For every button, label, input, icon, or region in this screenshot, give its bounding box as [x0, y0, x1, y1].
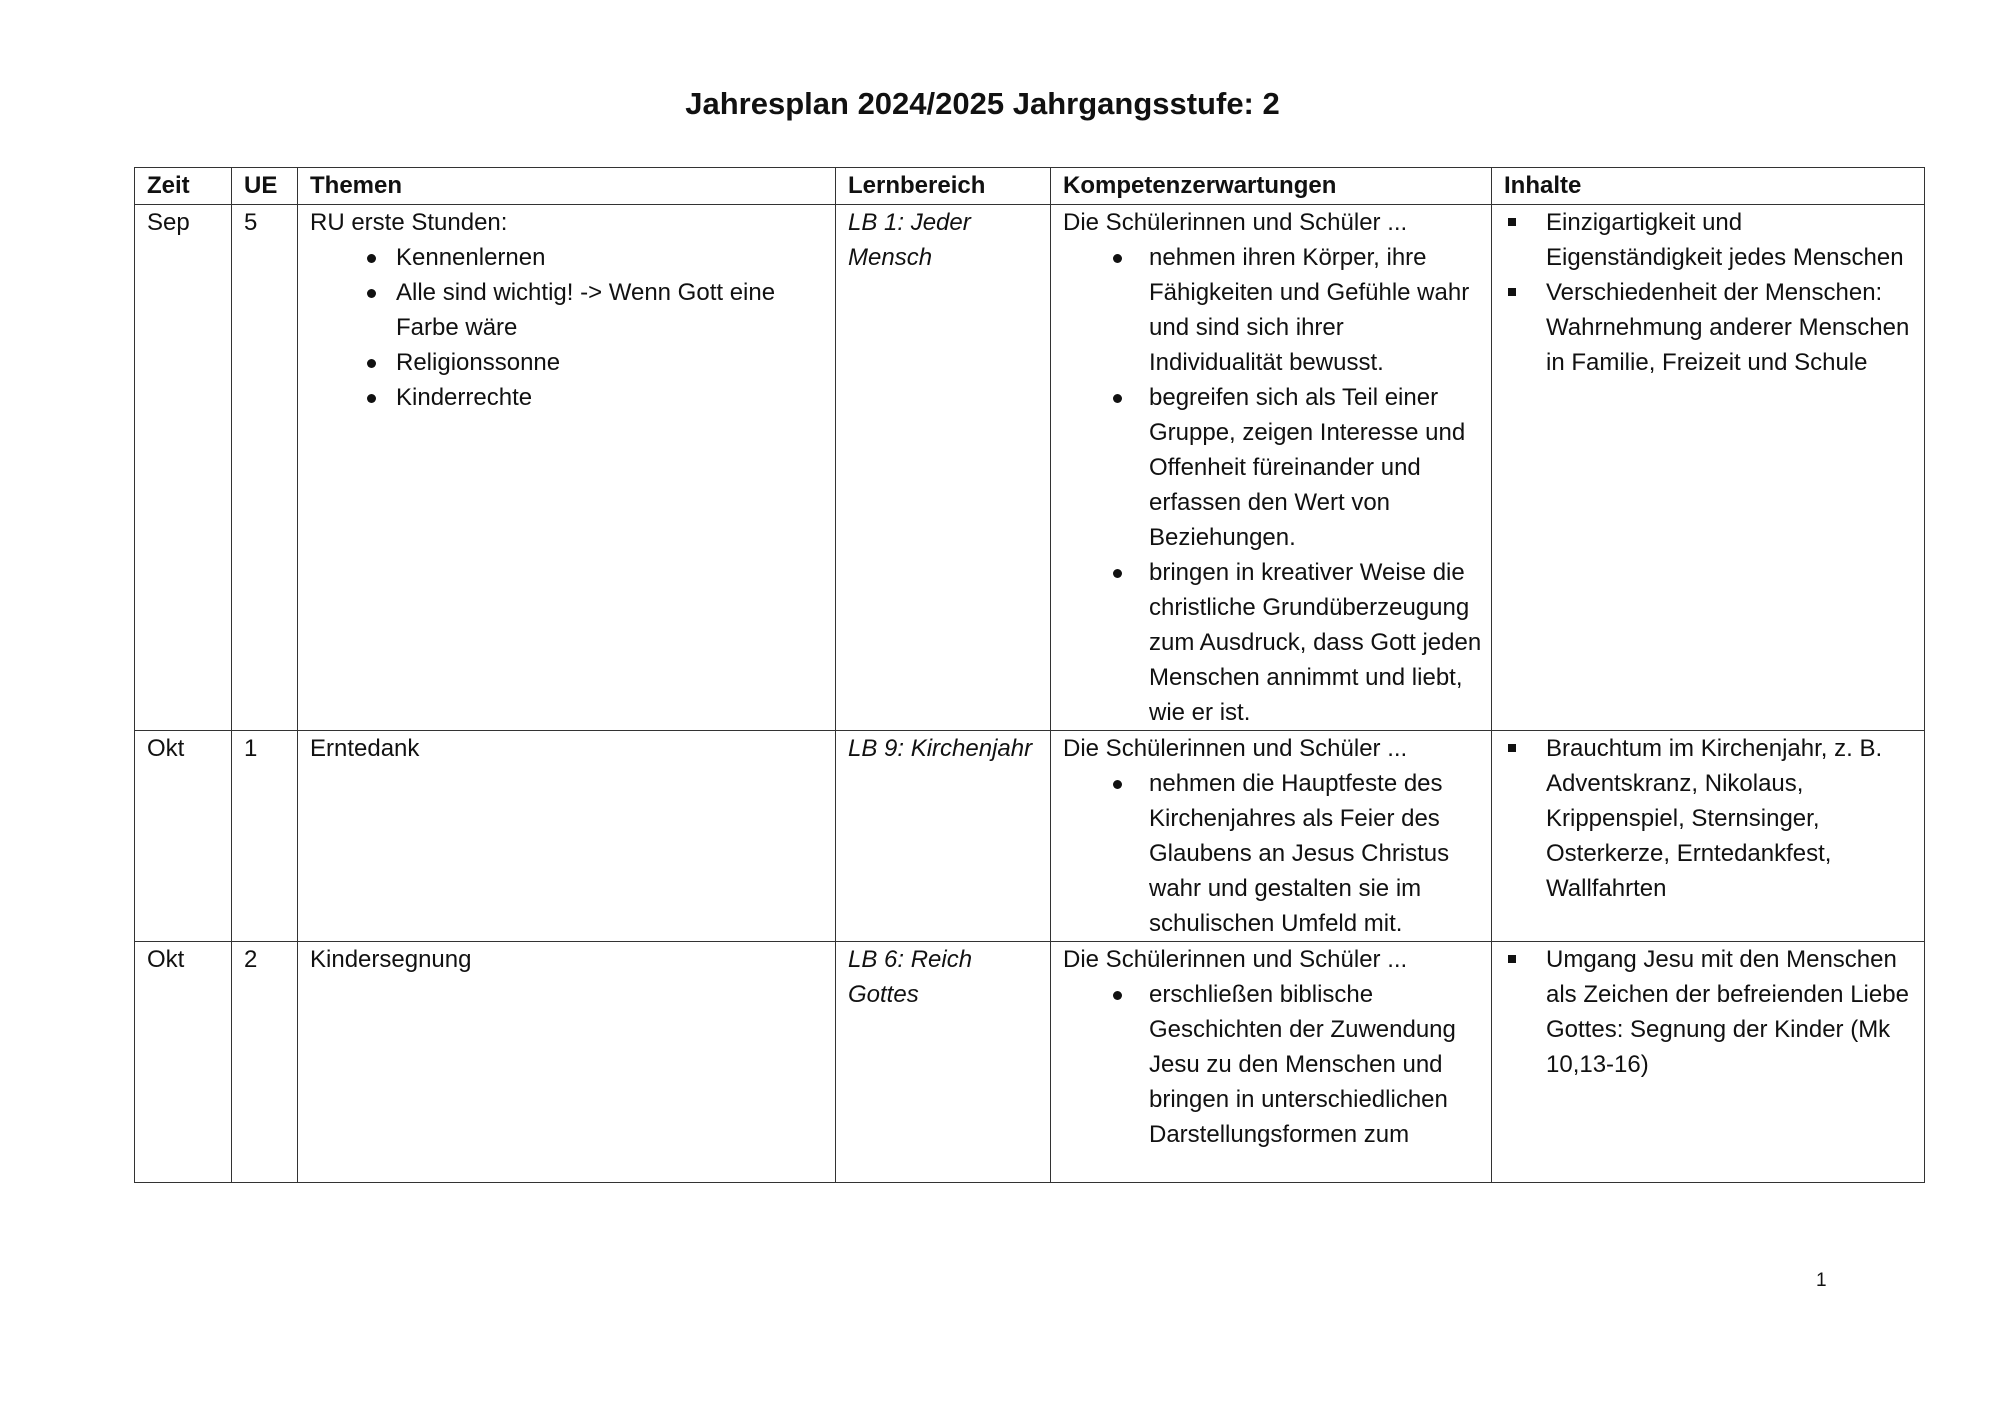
cell-lernbereich: LB 1: Jeder Mensch: [836, 205, 1051, 731]
column-header-themen: Themen: [298, 168, 836, 205]
list-item: Brauchtum im Kirchenjahr, z. B. Adventskranz, Nikolaus, Krippenspiel, Sternsinger, Osterkerze, Erntedankfest, Wallfahrten: [1504, 731, 1916, 906]
cell-inhalte: [1492, 731, 1925, 942]
cell-ue: 1: [232, 731, 298, 942]
cell-themen: Kindersegnung: [298, 942, 836, 1183]
list-item: Umgang Jesu mit den Menschen als Zeichen der befreienden Liebe Gottes: Segnung der Kinder (Mk 10,13-16): [1504, 942, 1916, 1082]
cell-kompetenzerwartungen: [1051, 942, 1492, 1183]
inhalte-list: [1504, 205, 1916, 380]
column-header-lernbereich: Lernbereich: [836, 168, 1051, 205]
cell-lernbereich: LB 6: Reich Gottes: [836, 942, 1051, 1183]
table-row: [135, 731, 1925, 942]
cell-themen: Erntedank: [298, 731, 836, 942]
year-plan-table: [134, 167, 1925, 1183]
kompetenz-intro: Die Schülerinnen und Schüler ...: [1063, 209, 1408, 236]
table-row: [135, 205, 1925, 731]
inhalte-list: [1504, 731, 1916, 906]
cell-lernbereich: LB 9: Kirchenjahr: [836, 731, 1051, 942]
document-title: Jahresplan 2024/2025 Jahrgangsstufe: 2: [685, 86, 1280, 121]
list-item: erschließen biblische Geschichten der Zuwendung Jesu zu den Menschen und bringen in unterschiedlichen Darstellungsformen zum: [1063, 977, 1483, 1152]
table-row: [135, 942, 1925, 1183]
list-item: Kinderrechte: [310, 380, 827, 415]
list-item: Alle sind wichtig! -> Wenn Gott eine Farbe wäre: [310, 275, 827, 345]
kompetenz-list: [1063, 766, 1483, 941]
kompetenz-list: [1063, 977, 1483, 1152]
themen-intro: RU erste Stunden:: [310, 209, 508, 236]
kompetenz-intro: Die Schülerinnen und Schüler ...: [1063, 735, 1408, 762]
column-header-zeit: Zeit: [135, 168, 232, 205]
cell-zeit: Okt: [135, 731, 232, 942]
list-item: Kennenlernen: [310, 240, 827, 275]
inhalte-list: [1504, 942, 1916, 1082]
list-item: nehmen die Hauptfeste des Kirchenjahres als Feier des Glaubens an Jesus Christus wahr und gestalten sie im schulischen Umfeld mit.: [1063, 766, 1483, 941]
cell-inhalte: [1492, 205, 1925, 731]
list-item: nehmen ihren Körper, ihre Fähigkeiten und Gefühle wahr und sind sich ihrer Individualität bewusst.: [1063, 240, 1483, 380]
cell-themen: [298, 205, 836, 731]
list-item: Religionssonne: [310, 345, 827, 380]
kompetenz-list: [1063, 240, 1483, 730]
column-header-kompetenzerwartungen: Kompetenzerwartungen: [1051, 168, 1492, 205]
cell-inhalte: [1492, 942, 1925, 1183]
cell-zeit: Sep: [135, 205, 232, 731]
cell-kompetenzerwartungen: [1051, 731, 1492, 942]
list-item: begreifen sich als Teil einer Gruppe, zeigen Interesse und Offenheit füreinander und erfassen den Wert von Beziehungen.: [1063, 380, 1483, 555]
cell-ue: 2: [232, 942, 298, 1183]
page-number: 1: [1816, 1270, 1827, 1291]
list-item: Einzigartigkeit und Eigenständigkeit jedes Menschen: [1504, 205, 1916, 275]
list-item: bringen in kreativer Weise die christliche Grundüberzeugung zum Ausdruck, dass Gott jeden Menschen annimmt und liebt, wie er ist.: [1063, 555, 1483, 730]
kompetenz-intro: Die Schülerinnen und Schüler ...: [1063, 946, 1408, 973]
cell-zeit: Okt: [135, 942, 232, 1183]
column-header-ue: UE: [232, 168, 298, 205]
cell-kompetenzerwartungen: [1051, 205, 1492, 731]
cell-ue: 5: [232, 205, 298, 731]
themen-list: [310, 240, 827, 415]
list-item: Verschiedenheit der Menschen: Wahrnehmung anderer Menschen in Familie, Freizeit und Schule: [1504, 275, 1916, 380]
column-header-inhalte: Inhalte: [1492, 168, 1925, 205]
table-header-row: [135, 168, 1925, 205]
